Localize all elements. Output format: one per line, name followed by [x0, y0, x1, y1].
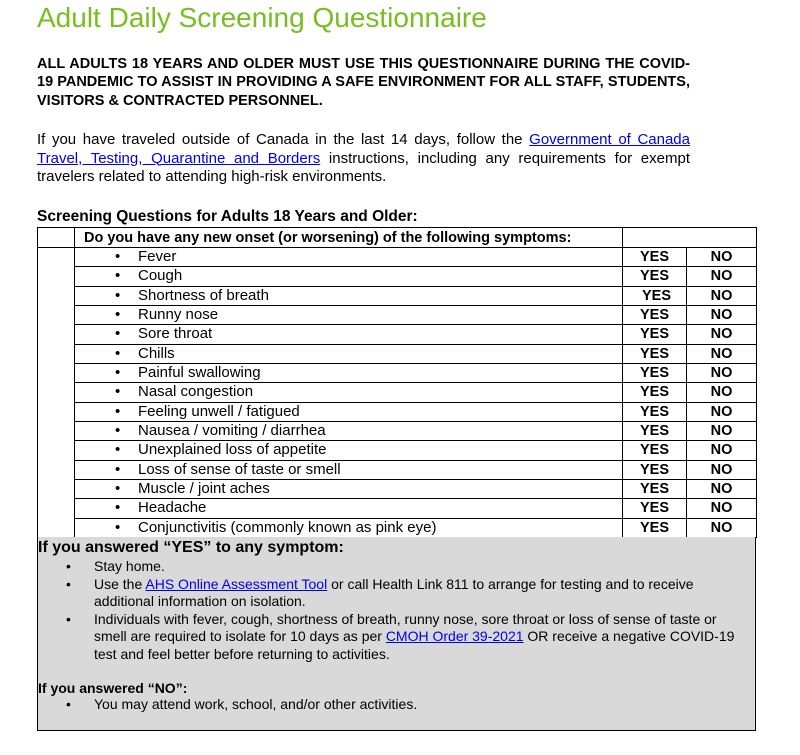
advice-text-before: Individuals with fever, cough, shortness of breath, runny nose, sore throat or loss of sense of taste or smell are required to isolate for 10 days as per — [94, 610, 717, 644]
advice-item-text — [94, 558, 746, 576]
no-cell — [687, 363, 757, 382]
symptom-label: Unexplained loss of appetite — [138, 441, 327, 459]
symptom-label: Cough — [138, 267, 183, 285]
symptom-row — [38, 518, 757, 537]
symptom-cell — [75, 402, 623, 421]
yes-cell — [623, 286, 687, 305]
if-yes-heading: If you answered “YES” to any symptom: — [38, 539, 344, 556]
symptom-cell — [75, 479, 623, 498]
symptom-row — [38, 499, 757, 518]
symptom-table — [37, 227, 757, 538]
yes-option: YES — [639, 307, 669, 324]
symptom-cell — [75, 499, 623, 518]
no-option: NO — [710, 481, 733, 498]
advice-text-after: OR receive a negative COVID-19 test and feel better before returning to activities. — [94, 628, 735, 662]
yes-option: YES — [641, 287, 671, 304]
no-cell — [687, 479, 757, 498]
bullet-icon — [115, 519, 120, 537]
advice-item — [38, 611, 748, 664]
document-title: Adult Daily Screening Questionnaire — [37, 2, 487, 33]
bullet-icon — [115, 345, 120, 363]
symptom-label: Loss of sense of taste or smell — [138, 460, 341, 478]
no-cell — [687, 305, 757, 324]
no-option: NO — [710, 519, 733, 536]
no-option: NO — [710, 345, 733, 362]
yes-option: YES — [639, 326, 669, 343]
no-option: NO — [710, 384, 733, 401]
symptom-row — [38, 363, 757, 382]
government-of-canada-travel-link[interactable]: Government of Canada Travel, Testing, Quarantine and Borders — [37, 131, 690, 167]
yes-option: YES — [639, 423, 669, 440]
yes-cell — [623, 499, 687, 518]
no-option: NO — [710, 249, 733, 266]
bullet-icon — [66, 576, 71, 594]
bullet-icon — [66, 558, 71, 576]
if-no-list — [38, 696, 748, 714]
yes-option: YES — [639, 384, 669, 401]
no-cell — [687, 325, 757, 344]
yes-option: YES — [639, 461, 669, 478]
yes-cell — [623, 479, 687, 498]
symptom-label: Fever — [138, 248, 177, 265]
symptom-row — [38, 344, 757, 363]
bullet-icon — [115, 248, 120, 266]
symptom-label: Feeling unwell / fatigued — [138, 402, 300, 420]
bullet-icon — [115, 325, 120, 343]
symptom-label: Nausea / vomiting / diarrhea — [138, 421, 326, 439]
symptom-row — [38, 479, 757, 498]
no-option: NO — [710, 365, 733, 382]
yes-cell — [623, 441, 687, 460]
yes-cell — [623, 421, 687, 440]
symptom-cell — [75, 286, 623, 305]
travel-text-after: instructions, including any requirements for exempt travelers related to attending high-risk environments. — [37, 149, 690, 185]
advice-item — [38, 576, 748, 611]
no-option: NO — [710, 326, 733, 343]
symptom-row — [38, 305, 757, 324]
answer-header-cell — [623, 228, 757, 248]
no-cell — [687, 460, 757, 479]
yes-cell — [623, 344, 687, 363]
table-header-row — [38, 228, 757, 248]
symptom-label: Painful swallowing — [138, 363, 261, 381]
bullet-icon — [115, 480, 120, 498]
bullet-icon — [115, 441, 120, 459]
cmoh-order-39-2021-link[interactable]: CMOH Order 39-2021 — [385, 628, 524, 644]
no-cell — [687, 383, 757, 402]
no-cell — [687, 402, 757, 421]
symptom-row — [38, 421, 757, 440]
advice-text-before: You may attend work, school, and/or other activities. — [94, 696, 418, 712]
yes-option: YES — [639, 403, 669, 420]
symptom-label: Conjunctivitis (commonly known as pink eye) — [138, 518, 437, 536]
advice-item — [38, 696, 748, 714]
symptom-label: Chills — [138, 344, 175, 362]
travel-paragraph — [37, 131, 690, 187]
if-yes-list — [38, 558, 748, 663]
blank-header-cell — [38, 228, 75, 248]
yes-cell — [623, 267, 687, 286]
symptom-cell — [75, 441, 623, 460]
yes-option: YES — [639, 519, 669, 536]
symptom-label: Headache — [138, 499, 207, 517]
yes-cell — [623, 383, 687, 402]
symptom-row — [38, 402, 757, 421]
symptom-cell — [75, 518, 623, 537]
symptom-label: Runny nose — [138, 305, 219, 323]
symptom-cell — [75, 325, 623, 344]
symptom-cell — [75, 248, 623, 267]
symptom-row — [38, 383, 757, 402]
advice-text-after: or call Health Link 811 to arrange for testing and to receive additional information on isolation. — [94, 575, 694, 609]
yes-option: YES — [639, 500, 669, 517]
symptom-row — [38, 325, 757, 344]
symptom-cell — [75, 383, 623, 402]
symptom-cell — [75, 363, 623, 382]
symptom-label: Muscle / joint aches — [138, 479, 270, 497]
if-no-heading: If you answered “NO”: — [38, 680, 188, 696]
advice-item-text — [94, 576, 746, 611]
symptom-row — [38, 460, 757, 479]
no-option: NO — [710, 287, 733, 304]
advice-item-text — [94, 611, 746, 664]
yes-cell — [623, 402, 687, 421]
no-cell — [687, 344, 757, 363]
symptom-label: Nasal congestion — [138, 383, 254, 401]
no-cell — [687, 499, 757, 518]
bullet-icon — [115, 422, 120, 440]
section-heading: Screening Questions for Adults 18 Years and Older: — [37, 208, 418, 225]
bullet-icon — [115, 499, 120, 517]
symptom-cell — [75, 305, 623, 324]
advice-box — [37, 537, 756, 731]
symptom-cell — [75, 421, 623, 440]
yes-option: YES — [639, 442, 669, 459]
no-option: NO — [710, 500, 733, 517]
yes-cell — [623, 325, 687, 344]
blank-left-cell — [38, 248, 75, 538]
bullet-icon — [115, 403, 120, 421]
no-option: NO — [710, 461, 733, 478]
bullet-icon — [66, 611, 71, 629]
yes-option: YES — [639, 345, 669, 362]
yes-option: YES — [639, 249, 669, 266]
no-cell — [687, 286, 757, 305]
no-option: NO — [710, 307, 733, 324]
yes-cell — [623, 305, 687, 324]
bullet-icon — [115, 287, 120, 305]
advice-text-before: Use the — [94, 575, 146, 592]
symptom-row — [38, 248, 757, 267]
bullet-icon — [115, 364, 120, 382]
advice-item-text — [94, 696, 746, 714]
bullet-icon — [66, 696, 71, 714]
symptom-question: Do you have any new onset (or worsening) of the following symptoms: — [75, 228, 623, 248]
advice-item — [38, 558, 748, 576]
no-option: NO — [710, 268, 733, 285]
bullet-icon — [115, 461, 120, 479]
yes-cell — [623, 460, 687, 479]
mandatory-notice: ALL ADULTS 18 YEARS AND OLDER MUST USE THIS QUESTIONNAIRE DURING THE COVID-19 PANDEMIC TO ASSIST IN PROVIDING A SAFE ENVIRONMENT FOR ALL STAFF, STUDENTS, VISITORS & CONTRACTED PERSONNEL. — [37, 56, 690, 109]
yes-cell — [623, 248, 687, 267]
no-option: NO — [710, 423, 733, 440]
no-option: NO — [710, 403, 733, 420]
symptom-label: Sore throat — [138, 325, 213, 343]
symptom-cell — [75, 460, 623, 479]
yes-option: YES — [639, 481, 669, 498]
symptom-cell — [75, 344, 623, 363]
no-cell — [687, 248, 757, 267]
advice-text-before: Stay home. — [94, 558, 165, 574]
no-cell — [687, 267, 757, 286]
yes-cell — [623, 518, 687, 537]
no-cell — [687, 421, 757, 440]
symptom-label: Shortness of breath — [138, 286, 269, 304]
travel-text-before: If you have traveled outside of Canada in the last 14 days, follow the — [37, 131, 530, 148]
bullet-icon — [115, 267, 120, 285]
bullet-icon — [115, 383, 120, 401]
symptom-row — [38, 286, 757, 305]
yes-cell — [623, 363, 687, 382]
yes-option: YES — [639, 365, 669, 382]
symptom-cell — [75, 267, 623, 286]
bullet-icon — [115, 306, 120, 324]
symptom-row — [38, 441, 757, 460]
no-cell — [687, 441, 757, 460]
ahs-online-assessment-tool-link[interactable]: AHS Online Assessment Tool — [145, 575, 328, 592]
yes-option: YES — [639, 268, 669, 285]
no-option: NO — [710, 442, 733, 459]
no-cell — [687, 518, 757, 537]
symptom-row — [38, 267, 757, 286]
